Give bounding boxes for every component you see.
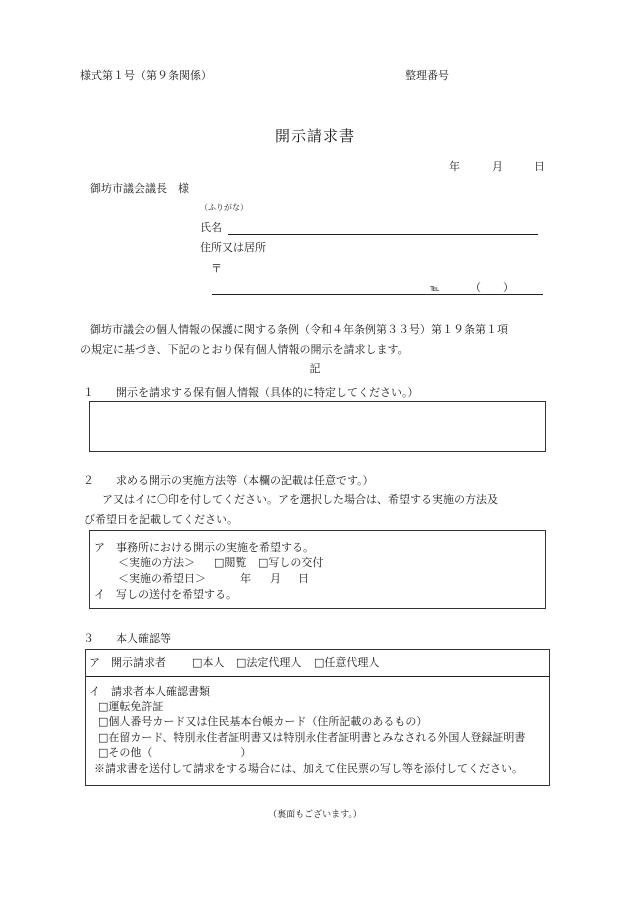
intro-line-1: 御坊市議会の個人情報の保護に関する条例（令和４年条例第３３号）第１９条第１項: [90, 323, 508, 336]
address-underline[interactable]: [212, 294, 543, 295]
section2-instruction-1: ア又はイに〇印を付してください。アを選択した場合は、希望する実施の方法及: [102, 493, 498, 506]
doc-residence-card[interactable]: □在留カード、特別永住者証明書又は特別永住者証明書とみなされる外国人登録証明書: [98, 731, 526, 744]
section3-number: ３: [83, 632, 94, 645]
section2-number: ２: [83, 474, 94, 487]
postal-mark: 〒: [211, 262, 222, 275]
hope-date-day: 日: [298, 572, 309, 585]
tel-label: ℡: [430, 284, 440, 294]
furigana-label: （ふりがな）: [200, 203, 248, 212]
section3-divider: [86, 676, 549, 677]
mail-note: ※請求書を送付して請求をする場合には、加えて住民票の写し等を添付してください。: [94, 762, 523, 775]
option-a[interactable]: ア 事務所における開示の実施を希望する。: [94, 541, 314, 554]
section3-title: 本人確認等: [116, 632, 171, 645]
requester-legal[interactable]: □法定代理人: [236, 656, 302, 669]
date-month: 月: [492, 160, 503, 173]
doc-other[interactable]: □その他（ ）: [98, 746, 252, 759]
addressee: 御坊市議会議長 様: [90, 182, 189, 195]
section2-box: [89, 530, 546, 609]
option-b[interactable]: イ 写しの送付を希望する。: [94, 588, 237, 601]
method-option-copy[interactable]: □写しの交付: [258, 556, 324, 569]
tel-paren: （ ）: [470, 281, 514, 294]
section2-title: 求める開示の実施方法等（本欄の記載は任意です。）: [116, 474, 374, 487]
form-id: 様式第１号（第９条関係）: [80, 69, 212, 82]
doc-drivers-license[interactable]: □運転免許証: [98, 700, 164, 713]
section1-input-box[interactable]: [89, 401, 546, 452]
hope-date-label: ＜実施の希望日＞: [118, 572, 206, 585]
section1-number: １: [83, 386, 94, 399]
address-label: 住所又は居所: [200, 241, 266, 254]
section1-title: 開示を請求する保有個人情報（具体的に特定してください。）: [116, 386, 419, 399]
method-label: ＜実施の方法＞: [118, 556, 195, 569]
ki-mark: 記: [309, 362, 321, 375]
date-year: 年: [449, 160, 460, 173]
hope-date-year: 年: [240, 572, 251, 585]
footer-note: （裏面もございます。）: [268, 810, 362, 820]
requester-label: ア 開示請求者: [89, 656, 166, 669]
page-title: 開示請求書: [274, 127, 355, 145]
intro-line-2: の規定に基づき、下記のとおり保有個人情報の開示を請求します。: [80, 343, 409, 356]
doc-my-number-card[interactable]: □個人番号カード又は住民基本台帳カード（住所記載のあるもの）: [98, 715, 428, 728]
name-underline[interactable]: [228, 234, 538, 235]
section2-instruction-2: び希望日を記載してください。: [84, 513, 238, 526]
method-option-view[interactable]: □閲覧: [214, 556, 247, 569]
docs-label: イ 請求者本人確認書類: [89, 685, 210, 698]
hope-date-month: 月: [270, 572, 281, 585]
section3-box: [85, 649, 550, 786]
ref-number-label: 整理番号: [405, 69, 449, 82]
requester-self[interactable]: □本人: [192, 656, 225, 669]
requester-voluntary[interactable]: □任意代理人: [314, 656, 380, 669]
date-day: 日: [534, 160, 545, 173]
name-label: 氏名: [200, 221, 222, 234]
